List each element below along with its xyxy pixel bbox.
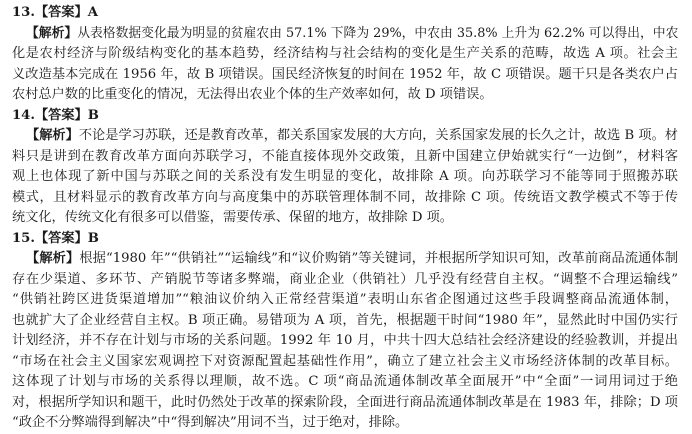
q14-analysis-line-5 xyxy=(12,208,678,229)
q13-answer-line xyxy=(12,3,678,24)
q15-analysis-line-4 xyxy=(12,311,678,332)
q15-text-9: “政企不分弊端得到解决”中“得到解决”用词不当，过于绝对，排除。 xyxy=(12,415,409,430)
q15-text-8: 对，根据所学知识和题干，此时仍然处于改革的探索阶段，全面进行商品流通体制改革是在 1983 年，排除；D 项 xyxy=(12,394,678,410)
q15-analysis-line-1 xyxy=(12,249,678,270)
q14-text-4: 模式，且材料显示的教育改革方向与高度集中的苏联管理体制不同，故排除 C 项。传统语文教学模式不等于传 xyxy=(12,189,678,205)
q14-answer-line xyxy=(12,106,678,127)
q13-analysis-line-1 xyxy=(12,24,678,45)
q15-text-6: “市场在社会主义国家宏观调控下对资源配置起基础性作用”，确立了建立社会主义市场经济体制的改革目标。 xyxy=(12,353,678,369)
q15-analysis-line-9 xyxy=(12,413,678,434)
q15-analysis-line-3 xyxy=(12,290,678,311)
q14-analysis-line-2 xyxy=(12,147,678,168)
q15-analysis-line-2 xyxy=(12,270,678,291)
q14-answer-label: 【答案】 xyxy=(34,107,88,123)
q15-text-3: “供销社跨区进货渠道增加”“粮油议价纳入正常经营渠道”表明山东省企图通过这些手段调整商品流通体制， xyxy=(12,292,678,307)
q14-answer: B xyxy=(87,107,99,123)
q15-analysis-line-5 xyxy=(12,331,678,352)
q14-text-1: 不论是学习苏联，还是教育改革，都关系国家发展的大方向，关系国家发展的长久之计，故选 B 项。材 xyxy=(78,128,678,143)
q14-number: 14. xyxy=(12,107,35,123)
q13-analysis-line-2 xyxy=(12,44,678,65)
q15-analysis-line-8 xyxy=(12,393,678,414)
q15-text-1: 根据“1980 年”“供销社”“运输线”和“议价购销”等关键词，并根据所学知识可知，改革前商品流通体制 xyxy=(79,251,678,266)
q15-analysis-line-7 xyxy=(12,372,678,393)
q13-text-1: 从表格数据变化最为明显的贫雇农由 57.1% 下降为 29%，中农由 35.8% 上升为 62.2% 可以得出，中农 xyxy=(77,25,678,41)
q15-text-2: 存在少渠道、多环节、产销脱节等诸多弊端，商业企业（供销社）几乎没有经营自主权。“调整不合理运输线” xyxy=(12,271,678,287)
q14-text-2: 料只是讲到在教育改革方面向苏联学习，不能直接体现外交政策，且新中国建立伊始就实行“一边倒”，材料客 xyxy=(12,148,678,164)
q15-text-7: 这体现了计划与市场的关系得以理顺，故不选。C 项“商品流通体制改革全面展开”中“全面”一词用词过于绝 xyxy=(12,374,678,389)
q15-answer-line xyxy=(12,229,678,250)
q14-text-3: 观上也体现了新中国与苏联之间的关系没有发生明显的变化，故排除 A 项。向苏联学习不能等同于照搬苏联 xyxy=(12,169,678,184)
q13-answer: A xyxy=(87,5,98,20)
q13-number: 13. xyxy=(12,5,35,20)
q15-number: 15. xyxy=(12,230,35,246)
q14-analysis-line-1 xyxy=(12,126,678,147)
q15-text-5: 计划经济，并不存在计划与市场的关系问题。1992 年 10 月，中共十四大总结社会经济建设的经验教训，并提出 xyxy=(12,333,678,348)
q13-analysis-line-4 xyxy=(12,85,678,106)
q15-answer-label: 【答案】 xyxy=(34,230,88,246)
q14-text-5: 统文化，传统文化有很多可以借鉴，需要传承、保留的地方，故排除 D 项。 xyxy=(12,210,453,225)
q13-text-4: 农村总户数的比重变化的情况，无法得出农业个体的生产效率如何，故 D 项错误。 xyxy=(12,87,493,102)
q14-analysis-label: 【解析】 xyxy=(26,128,79,143)
q13-analysis-label: 【解析】 xyxy=(26,25,78,41)
q14-analysis-line-4 xyxy=(12,188,678,209)
q15-analysis-line-6 xyxy=(12,352,678,373)
q15-answer: B xyxy=(87,230,99,246)
q13-analysis-line-3 xyxy=(12,65,678,86)
q15-text-4: 也就扩大了企业经营自主权。B 项正确。易错项为 A 项，首先，根据题干时间“1980 年”，显然此时中国仍实行 xyxy=(12,312,678,328)
q14-analysis-line-3 xyxy=(12,167,678,188)
q13-text-2: 化是农村经济与阶级结构变化的基本趋势，经济结构与社会结构的变化是生产关系的范畴，故选 A 项。社会主 xyxy=(12,46,678,61)
q15-analysis-label: 【解析】 xyxy=(26,251,80,266)
q13-text-3: 义改造基本完成在 1956 年，故 B 项错误。国民经济恢复的时间在 1952 年，故 C 项错误。题干只是各类农户占 xyxy=(12,66,678,82)
q13-answer-label: 【答案】 xyxy=(34,5,88,20)
